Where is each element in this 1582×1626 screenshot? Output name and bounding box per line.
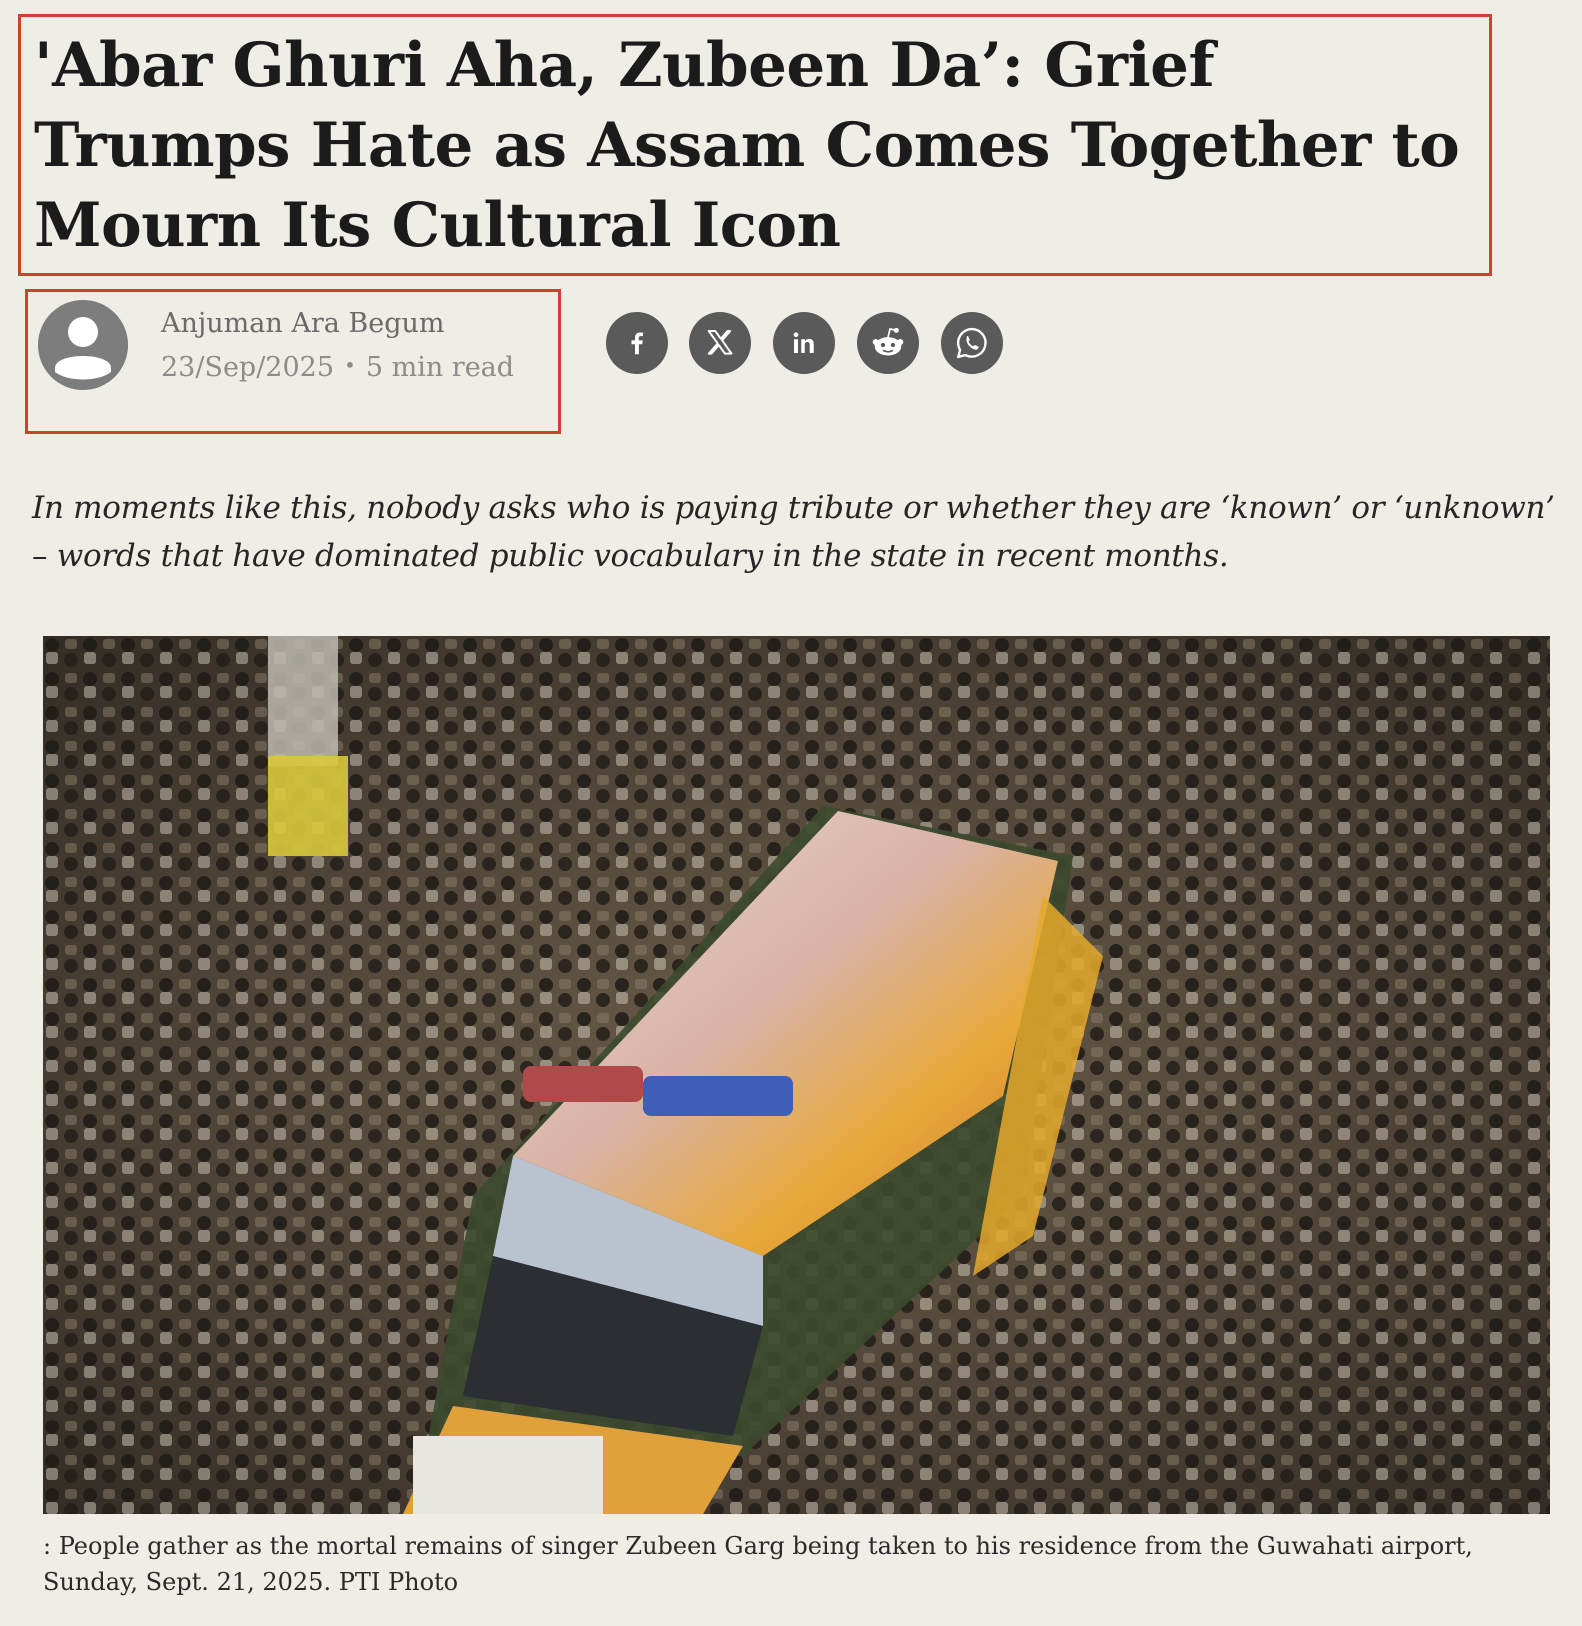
funeral-procession-photo <box>43 636 1550 1514</box>
facebook-icon <box>622 328 652 358</box>
publish-date: 23/Sep/2025 <box>161 352 335 383</box>
hero-photo <box>43 636 1550 1514</box>
share-whatsapp-button[interactable] <box>941 312 1003 374</box>
article-meta <box>161 352 514 383</box>
share-linkedin-button[interactable] <box>773 312 835 374</box>
author-name-link[interactable]: Anjuman Ara Begum <box>161 308 445 339</box>
reddit-icon <box>868 323 908 363</box>
share-reddit-button[interactable] <box>857 312 919 374</box>
meta-separator: • <box>344 353 356 377</box>
read-time: 5 min read <box>365 352 515 383</box>
article-dek: In moments like this, nobody asks who is paying tribute or whether they are ‘known’ or ‘unknown’ – words that have dominated public vocabulary in the state in recent months. <box>32 490 1555 574</box>
user-icon <box>38 300 128 390</box>
article-headline: 'Abar Ghuri Aha, Zubeen Da’: Grief Trumps Hate as Assam Comes Together to Mourn Its Cultural Icon <box>34 30 1460 261</box>
x-icon <box>703 326 737 360</box>
share-facebook-button[interactable] <box>606 312 668 374</box>
whatsapp-icon <box>953 324 991 362</box>
author-avatar <box>38 300 128 390</box>
photo-caption: : People gather as the mortal remains of singer Zubeen Garg being taken to his residence from the Guwahati airport, Sunday, Sept. 21, 2025. PTI Photo <box>43 1532 1473 1596</box>
linkedin-icon <box>789 328 819 358</box>
share-x-button[interactable] <box>689 312 751 374</box>
